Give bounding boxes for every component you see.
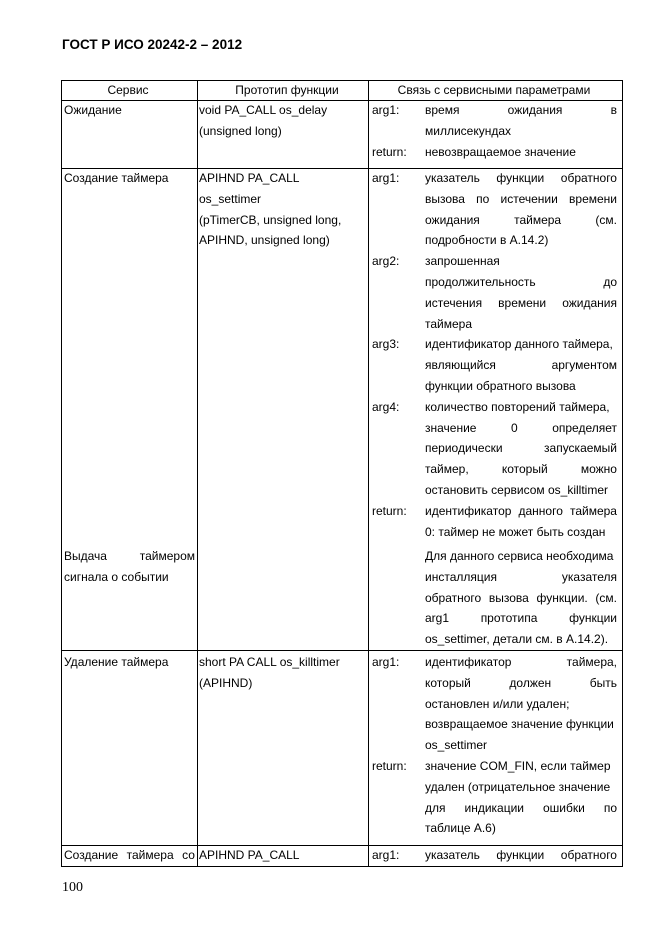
table-row-rule	[61, 650, 623, 651]
function-prototype: (unsigned long)	[199, 123, 282, 138]
param-description: удален (отрицательное значение	[425, 779, 611, 794]
param-description: указатель функции обратного	[425, 171, 617, 185]
param-description: инсталляция указателя	[425, 569, 617, 584]
param-description: Для данного сервиса необходима	[425, 549, 614, 563]
param-description: значение 0 определяет	[425, 420, 617, 435]
param-tag: return:	[372, 759, 407, 773]
function-prototype: void PA_CALL os_delay	[199, 103, 328, 117]
param-tag: arg2:	[372, 254, 400, 269]
param-description: идентификатор данного таймера,	[425, 337, 613, 352]
param-description: остановлен и/или удален;	[425, 696, 570, 711]
function-prototype: short PA CALL os_killtimer	[199, 655, 340, 669]
param-description: таймера	[425, 316, 473, 331]
column-header: Прототип функции	[235, 83, 339, 97]
table-row-rule	[61, 168, 623, 169]
service-name: Ожидание	[64, 103, 122, 117]
service-name: Удаление таймера	[64, 655, 169, 669]
param-description: продолжительность до	[425, 275, 617, 289]
param-description: значение COM_FIN, если таймер	[425, 759, 611, 773]
param-description: os_settimer, детали см. в A.14.2).	[425, 632, 609, 647]
param-description: истечения времени ожидания	[425, 295, 617, 310]
service-name: Создание таймера со	[64, 848, 195, 862]
table-border-top	[61, 80, 623, 81]
table-border-left	[61, 80, 62, 867]
param-tag: arg1:	[372, 103, 400, 117]
param-description: количество повторений таймера,	[425, 399, 610, 414]
function-prototype: APIHND PA_CALL	[199, 848, 300, 862]
table-border-right	[622, 80, 623, 867]
table-border-bottom	[61, 866, 623, 867]
param-description: arg1 прототипа функции	[425, 611, 617, 626]
param-description: который должен быть	[425, 675, 617, 690]
param-description: для индикации ошибки по	[425, 800, 617, 815]
service-name: Выдача таймером	[64, 549, 195, 563]
param-tag: arg1:	[372, 848, 400, 862]
function-prototype: (APIHND)	[199, 675, 253, 690]
param-tag: return:	[372, 144, 407, 159]
param-tag: arg1:	[372, 655, 400, 669]
function-prototype: os_settimer	[199, 191, 262, 206]
service-name: Создание таймера	[64, 171, 169, 185]
param-description: остановить сервисом os_killtimer	[425, 483, 608, 497]
param-description: периодически запускаемый	[425, 441, 617, 456]
param-description: подробности в A.14.2)	[425, 233, 549, 248]
param-description: os_settimer	[425, 738, 488, 753]
table-column-rule	[368, 80, 369, 867]
param-description: невозвращаемое значение	[425, 144, 576, 159]
function-prototype: APIHND PA_CALL	[199, 171, 300, 185]
param-description: таблице A.6)	[425, 821, 496, 836]
param-description: возвращаемое значение функции	[425, 717, 614, 732]
param-tag: arg3:	[372, 337, 400, 352]
param-description: вызова по истечении времени	[425, 191, 617, 206]
param-description: являющийся аргументом	[425, 358, 617, 373]
param-description: 0: таймер не может быть создан	[425, 524, 606, 539]
param-tag: arg1:	[372, 171, 400, 185]
param-description: миллисекундах	[425, 123, 512, 138]
function-prototype: (pTimerCB, unsigned long,	[199, 212, 342, 227]
param-tag: arg4:	[372, 399, 400, 414]
param-description: таймер, который можно	[425, 462, 617, 477]
table-header-rule	[61, 100, 623, 101]
param-description: указатель функции обратного	[425, 848, 617, 862]
page-number: 100	[62, 880, 83, 895]
param-tag: return:	[372, 503, 407, 518]
column-header: Сервис	[107, 83, 149, 97]
table-row-rule	[61, 845, 623, 846]
service-name: сигнала о событии	[64, 569, 169, 584]
param-description: функции обратного вызова	[425, 379, 576, 393]
column-header: Связь с сервисными параметрами	[397, 83, 591, 97]
document-header: ГОСТ Р ИСО 20242-2 – 2012	[62, 37, 243, 52]
param-description: время ожидания в	[425, 103, 617, 117]
param-description: идентификатор данного таймера	[425, 503, 617, 518]
param-description: ожидания таймера (см.	[425, 212, 617, 227]
param-description: идентификатор таймера,	[425, 655, 617, 669]
param-description: запрошенная	[425, 254, 500, 269]
param-description: обратного вызова функции. (см.	[425, 590, 617, 605]
function-prototype: APIHND, unsigned long)	[199, 233, 330, 248]
table-column-rule	[197, 80, 198, 867]
